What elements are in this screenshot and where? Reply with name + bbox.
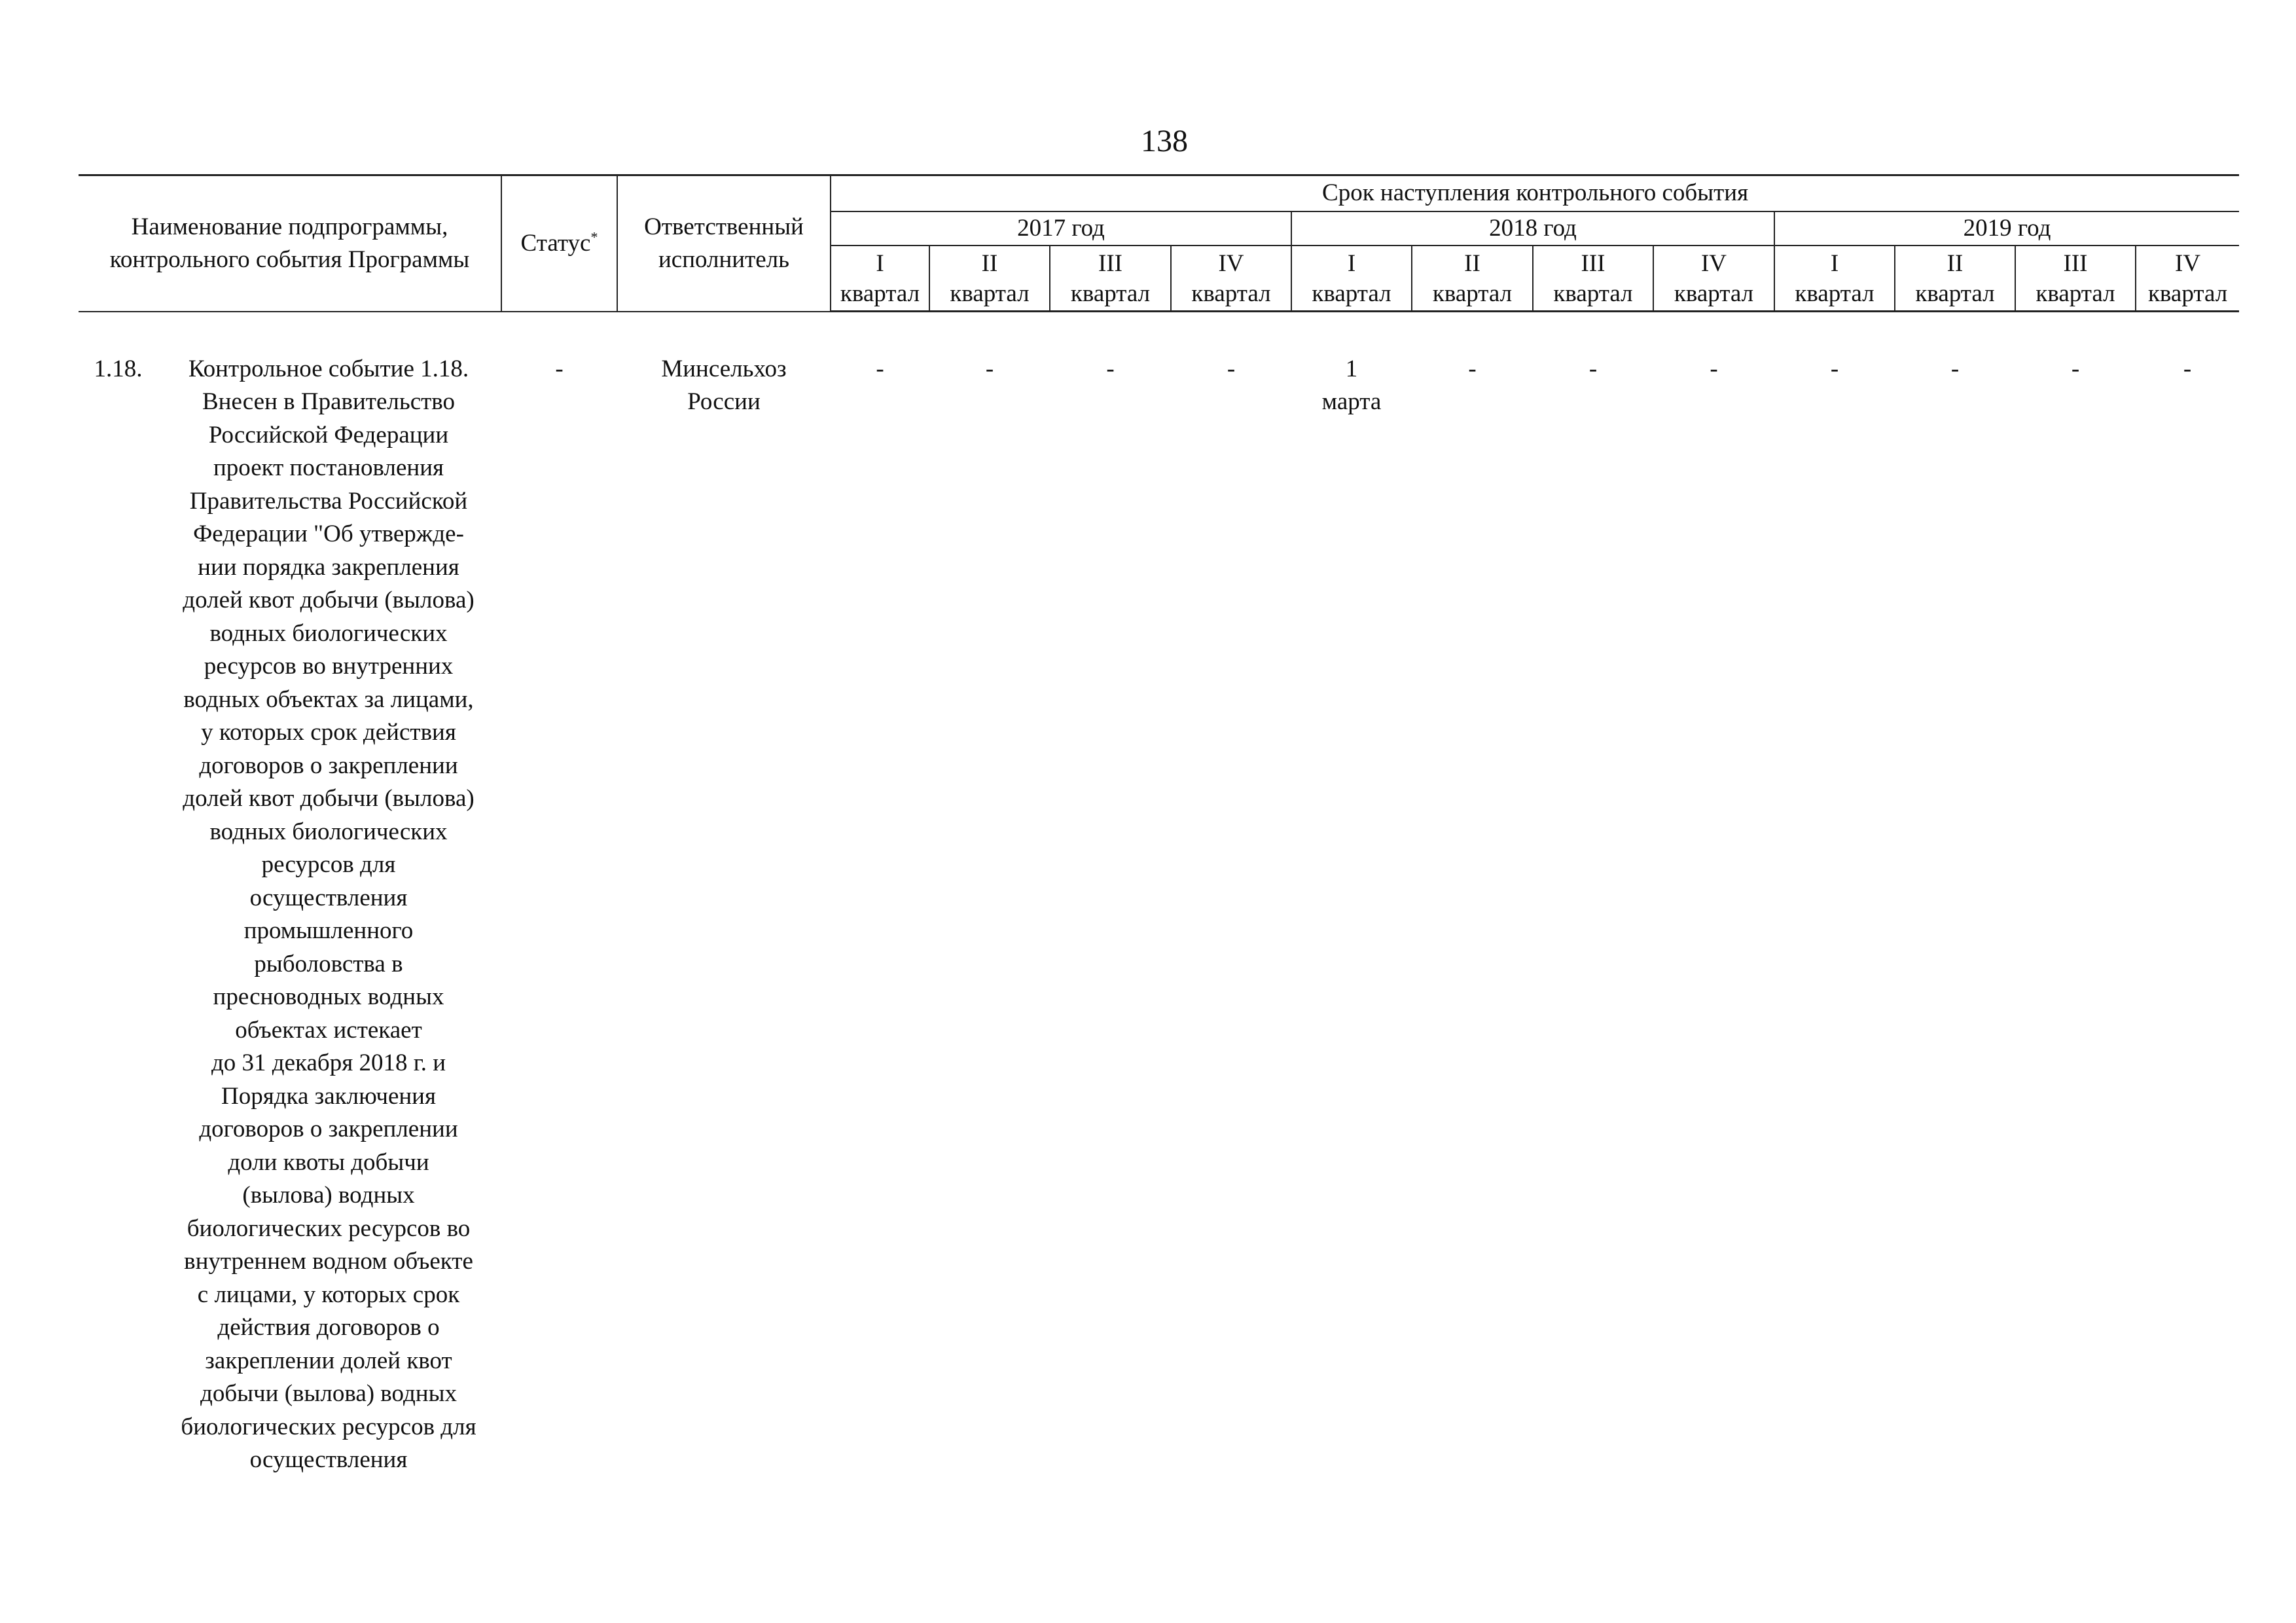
cell-value: 1: [1345, 356, 1358, 382]
quarter-cell: [1533, 312, 1653, 1477]
header-year-2017: 2017 год: [831, 211, 1291, 246]
quarter-cell: [831, 312, 929, 1477]
executor-line: России: [687, 388, 761, 415]
quarter-number: IV: [2136, 246, 2239, 279]
cell-value: -: [2183, 356, 2192, 382]
quarter-number: I: [1774, 246, 1895, 279]
quarter-label: квартал: [929, 279, 1050, 312]
quarter-label: квартал: [1653, 279, 1774, 312]
quarter-cell: [1774, 312, 1895, 1477]
quarter-number: II: [1895, 246, 2015, 279]
cell-value: -: [876, 356, 884, 382]
quarter-number: I: [831, 246, 929, 279]
cell-value: -: [1830, 356, 1839, 382]
cell-value: -: [1227, 356, 1236, 382]
status-cell: -: [555, 355, 564, 382]
cell-value: -: [1710, 356, 1718, 382]
quarter-label: квартал: [2015, 279, 2136, 312]
header-status-label: Статус: [520, 229, 591, 257]
quarter-number: III: [2015, 246, 2136, 279]
quarter-cell: [2015, 312, 2136, 1477]
event-name-cell: [79, 312, 501, 1477]
quarter-cell: [1895, 312, 2015, 1477]
cell-value: -: [1106, 356, 1115, 382]
header-term: Срок наступления контрольного события: [831, 175, 2239, 211]
event-block: [79, 353, 501, 1477]
page-number: 138: [1141, 124, 1188, 158]
header-executor-label: Ответственный исполнитель: [644, 213, 804, 273]
quarter-label: квартал: [2136, 279, 2239, 312]
quarter-label: квартал: [1412, 279, 1533, 312]
quarter-label: квартал: [1533, 279, 1653, 312]
header-executor: [617, 175, 831, 312]
cell-value: -: [985, 356, 994, 382]
quarter-number: IV: [1171, 246, 1291, 279]
quarter-number: II: [1412, 246, 1533, 279]
cell-value: -: [1950, 356, 1960, 382]
quarter-cell: [1653, 312, 1774, 1477]
executor-cell: [617, 312, 831, 1477]
quarter-cell: [1291, 312, 1412, 1477]
quarter-cell: [2136, 312, 2239, 1477]
status-footnote-mark: *: [590, 228, 598, 246]
cell-value: -: [1468, 356, 1477, 382]
quarter-label: квартал: [1171, 279, 1291, 312]
quarter-label: квартал: [1050, 279, 1171, 312]
quarter-cell: [1412, 312, 1533, 1477]
header-name: [79, 175, 501, 312]
header-name-label: Наименование подпрограммы, контрольного события Программы: [109, 213, 470, 273]
control-events-table: [79, 174, 2239, 1477]
quarter-label: квартал: [831, 279, 929, 312]
quarter-number: I: [1291, 246, 1412, 279]
cell-value: -: [1588, 356, 1598, 382]
header-year-2019: 2019 год: [1774, 211, 2239, 246]
executor-line: Минсельхоз: [661, 355, 787, 382]
quarter-cell: [1171, 312, 1291, 1477]
quarter-number: III: [1050, 246, 1171, 279]
quarter-number: III: [1533, 246, 1653, 279]
quarter-cell: [1050, 312, 1171, 1477]
cell-value: -: [2071, 356, 2080, 382]
table-header: [79, 175, 2239, 312]
header-status: [501, 175, 617, 312]
quarter-label: квартал: [1895, 279, 2015, 312]
quarter-number: IV: [1653, 246, 1774, 279]
table-row: [79, 312, 2239, 1477]
event-description: Контрольное событие 1.18. Внесен в Правительство Российской Федерации проект постановления Правительства Российской Федерации "Об утвержде- нии порядка закрепления долей квот добычи (вылова) водных биологических ресурсов во внутренних водных объектах за лицами, у которых срок действия договоров о закреплении долей квот добычи (вылова) водных биологических ресурсов для осуществления промышленного рыболовства в пресноводных водных объектах истекает до 31 декабря 2018 г. и Порядка заключения договоров о закреплении доли квоты добычи (вылова) водных биологических ресурсов во внутреннем водном объекте с лицами, у которых срок действия договоров о закреплении долей квот добычи (вылова) водных биологических ресурсов для осуществления: [181, 355, 476, 1473]
event-number: 1.18.: [94, 355, 143, 382]
cell-value-extra: марта: [1321, 388, 1382, 415]
header-year-2018: 2018 год: [1291, 211, 1774, 246]
quarter-cell: [929, 312, 1050, 1477]
quarter-label: квартал: [1291, 279, 1412, 312]
quarter-number: II: [929, 246, 1050, 279]
quarter-label: квартал: [1774, 279, 1895, 312]
